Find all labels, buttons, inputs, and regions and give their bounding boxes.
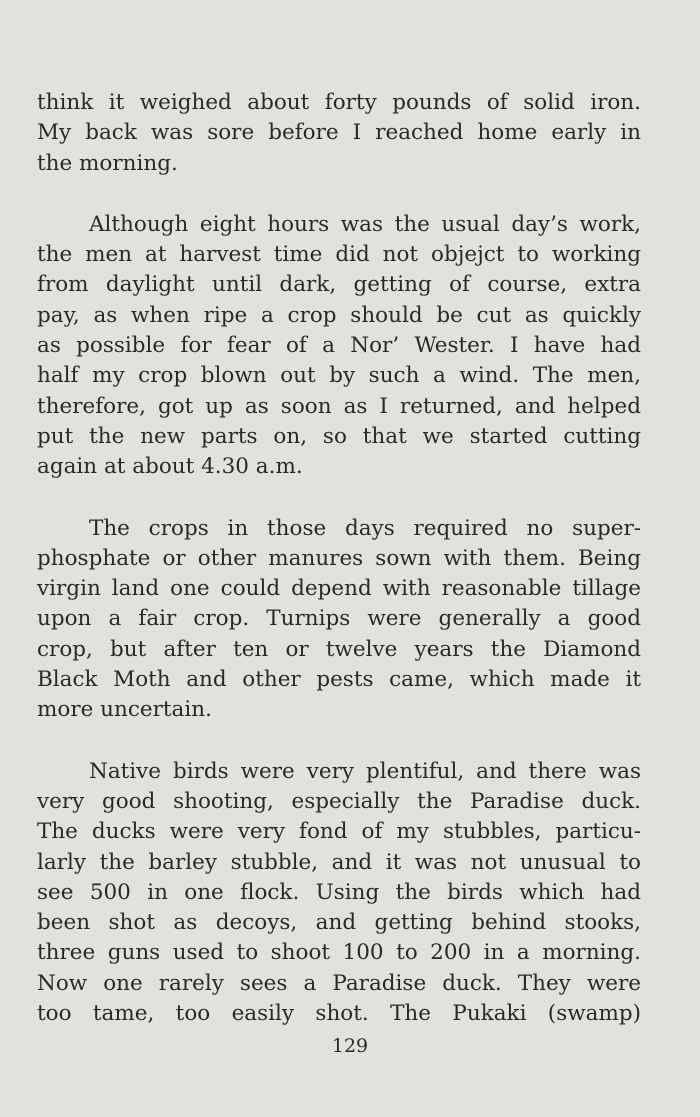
text-line: Now one rarely sees a Paradise duck. They were bbox=[37, 970, 641, 996]
text-line: see 500 in one flock. Using the birds which had bbox=[37, 879, 641, 905]
text-line: as possible for fear of a Nor’ Wester. I have had bbox=[37, 333, 641, 359]
text-line: the men at harvest time did not objejct to working bbox=[37, 242, 641, 268]
text-line: think it weighed about forty pounds of solid iron. bbox=[37, 90, 641, 115]
text-line: pay, as when ripe a crop should be cut as quickly bbox=[37, 302, 641, 328]
text-line: The crops in those days required no super- bbox=[89, 515, 641, 541]
page-body bbox=[37, 88, 641, 1060]
text-line: half my crop blown out by such a wind. The men, bbox=[37, 363, 641, 389]
text-line: virgin land one could depend with reasonable tillage bbox=[37, 576, 641, 602]
text-line: from daylight until dark, getting of course, extra bbox=[37, 272, 641, 298]
text-line: phosphate or other manures sown with them. Being bbox=[37, 545, 641, 571]
page-number: 129 bbox=[331, 1035, 369, 1057]
text-line: three guns used to shoot 100 to 200 in a morning. bbox=[37, 940, 641, 966]
text-line: Black Moth and other pests came, which made it bbox=[37, 667, 641, 693]
text-line: crop, but after ten or twelve years the Diamond bbox=[37, 636, 641, 662]
text-line: put the new parts on, so that we started cutting bbox=[37, 423, 641, 449]
text-line: been shot as decoys, and getting behind stooks, bbox=[37, 910, 641, 936]
paragraph-1 bbox=[37, 88, 641, 179]
paragraph-3 bbox=[37, 514, 641, 726]
text-line: larly the barley stubble, and it was not unusual to bbox=[37, 849, 641, 875]
text-line: more uncertain. bbox=[37, 697, 212, 723]
paragraph-4 bbox=[37, 757, 641, 1030]
text-line: therefore, got up as soon as I returned, and helped bbox=[37, 393, 641, 419]
text-line: too tame, too easily shot. The Pukaki (swamp) bbox=[37, 1001, 641, 1027]
text-line: My back was sore before I reached home early in bbox=[37, 120, 641, 146]
text-line: upon a fair crop. Turnips were generally a good bbox=[37, 606, 641, 632]
text-line: The ducks were very fond of my stubbles, particu- bbox=[37, 819, 641, 845]
text-line: Native birds were very plentiful, and there was bbox=[89, 758, 641, 784]
text-line: again at about 4.30 a.m. bbox=[37, 454, 303, 480]
text-line: the morning. bbox=[37, 150, 178, 176]
text-line: Although eight hours was the usual day’s work, bbox=[89, 211, 641, 237]
text-line: very good shooting, especially the Paradise duck. bbox=[37, 788, 641, 814]
paragraph-2 bbox=[37, 210, 641, 483]
